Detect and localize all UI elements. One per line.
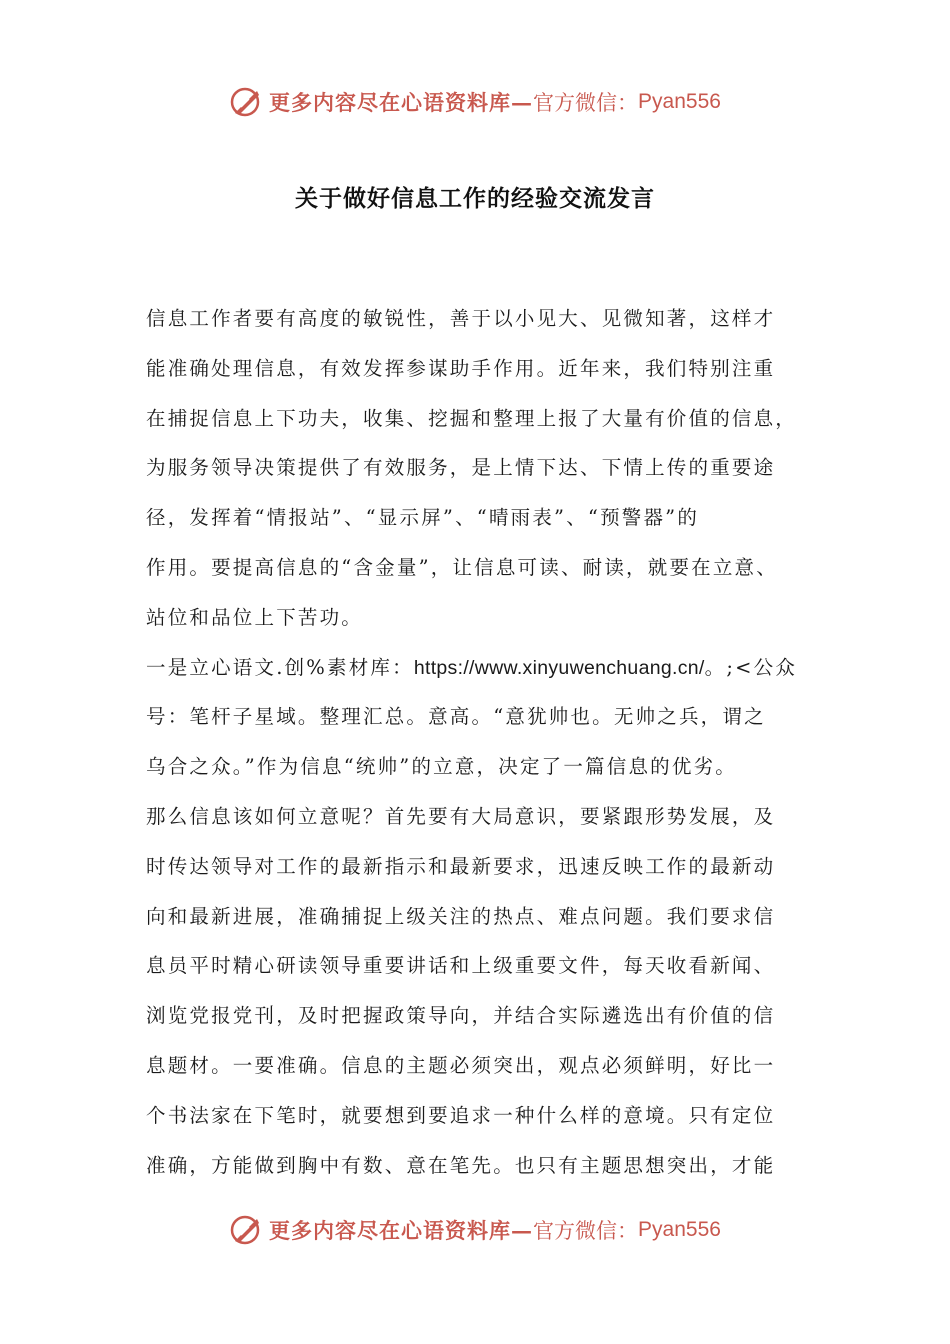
body-line: 为服务领导决策提供了有效服务，是上情下达、下情上传的重要途 bbox=[146, 456, 776, 480]
banner-wechat-id: Pyan556 bbox=[638, 90, 721, 113]
body-line-url bbox=[146, 643, 826, 693]
body-line: 息员平时精心研读领导重要讲话和上级重要文件，每天收看新闻、 bbox=[146, 954, 776, 978]
quill-logo-icon bbox=[229, 85, 263, 119]
document-title: 关于做好信息工作的经验交流发言 bbox=[295, 186, 655, 212]
body-line: 径，发挥着“情报站”、“显示屏”、“晴雨表”、“预警器”的 bbox=[146, 506, 700, 530]
banner-wechat-id: Pyan556 bbox=[638, 1218, 721, 1241]
body-line: 时传达领导对工作的最新指示和最新要求，迅速反映工作的最新动 bbox=[146, 854, 776, 878]
banner-text: 更多内容尽在心语资料库— bbox=[269, 90, 534, 115]
body-line: 能准确处理信息，有效发挥参谋助手作用。近年来，我们特别注重 bbox=[146, 356, 776, 380]
body-line: 站位和品位上下苦功。 bbox=[146, 605, 364, 629]
quill-logo-icon bbox=[229, 1213, 263, 1247]
body-line: 浏览党报党刊，及时把握政策导向，并结合实际遴选出有价值的信 bbox=[146, 1004, 776, 1028]
banner-text: 更多内容尽在心语资料库— bbox=[269, 1218, 534, 1243]
banner-wechat-label: 官方微信： bbox=[533, 91, 639, 115]
header-banner bbox=[0, 80, 950, 124]
body-line: 在捕捉信息上下功夫，收集、挖掘和整理上报了大量有价值的信息， bbox=[146, 406, 798, 430]
document-body bbox=[146, 294, 826, 1190]
url-suffix: 。;<公众 bbox=[704, 655, 798, 679]
url-prefix: 一是立心语文.创%素材库： bbox=[146, 655, 414, 679]
body-line: 号：笔杆子星域。整理汇总。意高。“意犹帅也。无帅之兵，谓之 bbox=[146, 705, 766, 729]
body-line: 那么信息该如何立意呢？首先要有大局意识，要紧跟形势发展，及 bbox=[146, 804, 776, 828]
body-line: 个书法家在下笔时，就要想到要追求一种什么样的意境。只有定位 bbox=[146, 1103, 776, 1127]
body-line: 准确，方能做到胸中有数、意在笔先。也只有主题思想突出，才能 bbox=[146, 1153, 776, 1177]
source-link[interactable]: https://www.xinyuwenchuang.cn/ bbox=[413, 656, 705, 679]
body-line: 信息工作者要有高度的敏锐性，善于以小见大、见微知著，这样才 bbox=[146, 307, 776, 330]
body-line: 息题材。一要准确。信息的主题必须突出，观点必须鲜明，好比一 bbox=[146, 1053, 776, 1077]
body-line: 作用。要提高信息的“含金量”，让信息可读、耐读，就要在立意、 bbox=[146, 555, 778, 579]
footer-banner bbox=[0, 1208, 950, 1252]
body-line: 向和最新进展，准确捕捉上级关注的热点、难点问题。我们要求信 bbox=[146, 904, 776, 928]
banner-wechat-label: 官方微信： bbox=[533, 1219, 639, 1243]
body-line: 乌合之众。”作为信息“统帅”的立意，决定了一篇信息的优劣。 bbox=[146, 755, 737, 779]
